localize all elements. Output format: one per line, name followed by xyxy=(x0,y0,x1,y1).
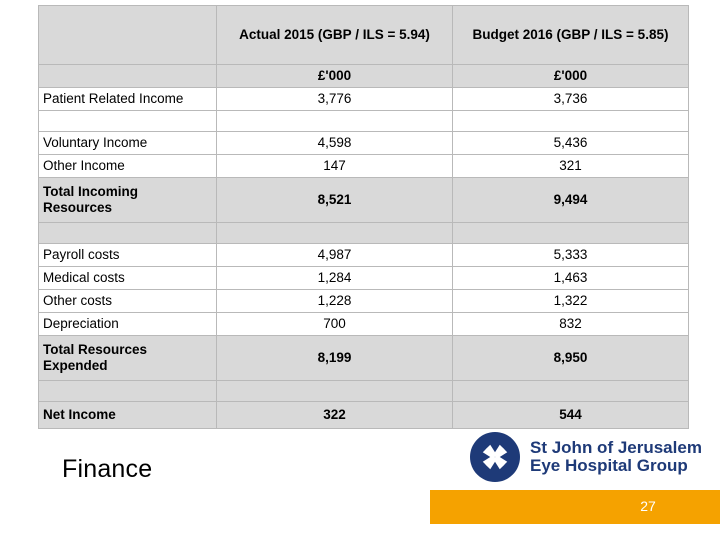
row-actual-value: 1,228 xyxy=(217,290,453,313)
table-total-row-incoming xyxy=(39,178,689,223)
spacer-cell xyxy=(217,223,453,244)
row-label: Depreciation xyxy=(39,313,217,336)
spacer-cell xyxy=(39,223,217,244)
spacer-cell xyxy=(217,381,453,402)
row-actual-value: 3,776 xyxy=(217,88,453,111)
table-row xyxy=(39,132,689,155)
row-actual-value: 1,284 xyxy=(217,267,453,290)
maltese-cross-icon xyxy=(470,432,520,482)
table-row xyxy=(39,313,689,336)
total-incoming-budget: 9,494 xyxy=(453,178,689,223)
units-budget: £'000 xyxy=(453,65,689,88)
table-body xyxy=(39,6,689,429)
total-incoming-label-line1: Total Incoming xyxy=(43,184,138,200)
row-budget-value: 5,436 xyxy=(453,132,689,155)
table-row xyxy=(39,290,689,313)
total-expended-label xyxy=(39,336,217,381)
row-budget-value: 832 xyxy=(453,313,689,336)
row-actual-value: 147 xyxy=(217,155,453,178)
spacer-cell xyxy=(453,223,689,244)
total-expended-budget: 8,950 xyxy=(453,336,689,381)
units-corner-cell xyxy=(39,65,217,88)
row-label: Voluntary Income xyxy=(39,132,217,155)
units-actual: £'000 xyxy=(217,65,453,88)
total-incoming-label xyxy=(39,178,217,223)
financial-summary-table xyxy=(38,5,689,429)
spacer-cell xyxy=(39,111,217,132)
total-incoming-actual: 8,521 xyxy=(217,178,453,223)
row-budget-value: 1,322 xyxy=(453,290,689,313)
spacer-cell xyxy=(453,381,689,402)
row-actual-value: 4,987 xyxy=(217,244,453,267)
footer-accent-bar xyxy=(430,490,720,524)
spacer-cell xyxy=(453,111,689,132)
row-budget-value: 321 xyxy=(453,155,689,178)
table-spacer-row xyxy=(39,111,689,132)
row-budget-value: 1,463 xyxy=(453,267,689,290)
row-label: Payroll costs xyxy=(39,244,217,267)
row-label: Medical costs xyxy=(39,267,217,290)
table-row xyxy=(39,88,689,111)
row-actual-value: 700 xyxy=(217,313,453,336)
organization-logo xyxy=(470,432,702,482)
table-grey-spacer-row xyxy=(39,223,689,244)
total-expended-actual: 8,199 xyxy=(217,336,453,381)
row-actual-value: 4,598 xyxy=(217,132,453,155)
logo-line-2: Eye Hospital Group xyxy=(530,456,688,475)
net-income-actual: 322 xyxy=(217,402,453,429)
spacer-cell xyxy=(217,111,453,132)
header-corner-cell xyxy=(39,6,217,65)
table-total-row-expended xyxy=(39,336,689,381)
table-row xyxy=(39,267,689,290)
net-income-label: Net Income xyxy=(39,402,217,429)
table-grey-spacer-row xyxy=(39,381,689,402)
row-budget-value: 5,333 xyxy=(453,244,689,267)
row-label: Patient Related Income xyxy=(39,88,217,111)
page-number: 27 xyxy=(640,498,656,514)
table-net-income-row xyxy=(39,402,689,429)
total-expended-label-line1: Total Resources xyxy=(43,342,148,358)
total-incoming-label-line2: Resources xyxy=(43,200,113,215)
logo-line-1: St John of Jerusalem xyxy=(530,437,702,457)
row-label: Other Income xyxy=(39,155,217,178)
net-income-budget: 544 xyxy=(453,402,689,429)
logo-text xyxy=(530,439,702,476)
total-expended-label-line2: Expended xyxy=(43,358,108,373)
slide-title: Finance xyxy=(62,455,153,483)
table-row xyxy=(39,244,689,267)
spacer-cell xyxy=(39,381,217,402)
table-row xyxy=(39,155,689,178)
row-budget-value: 3,736 xyxy=(453,88,689,111)
table-header-row xyxy=(39,6,689,65)
table-units-row xyxy=(39,65,689,88)
row-label: Other costs xyxy=(39,290,217,313)
header-actual-2015: Actual 2015 (GBP / ILS = 5.94) xyxy=(217,6,453,65)
header-budget-2016: Budget 2016 (GBP / ILS = 5.85) xyxy=(453,6,689,65)
